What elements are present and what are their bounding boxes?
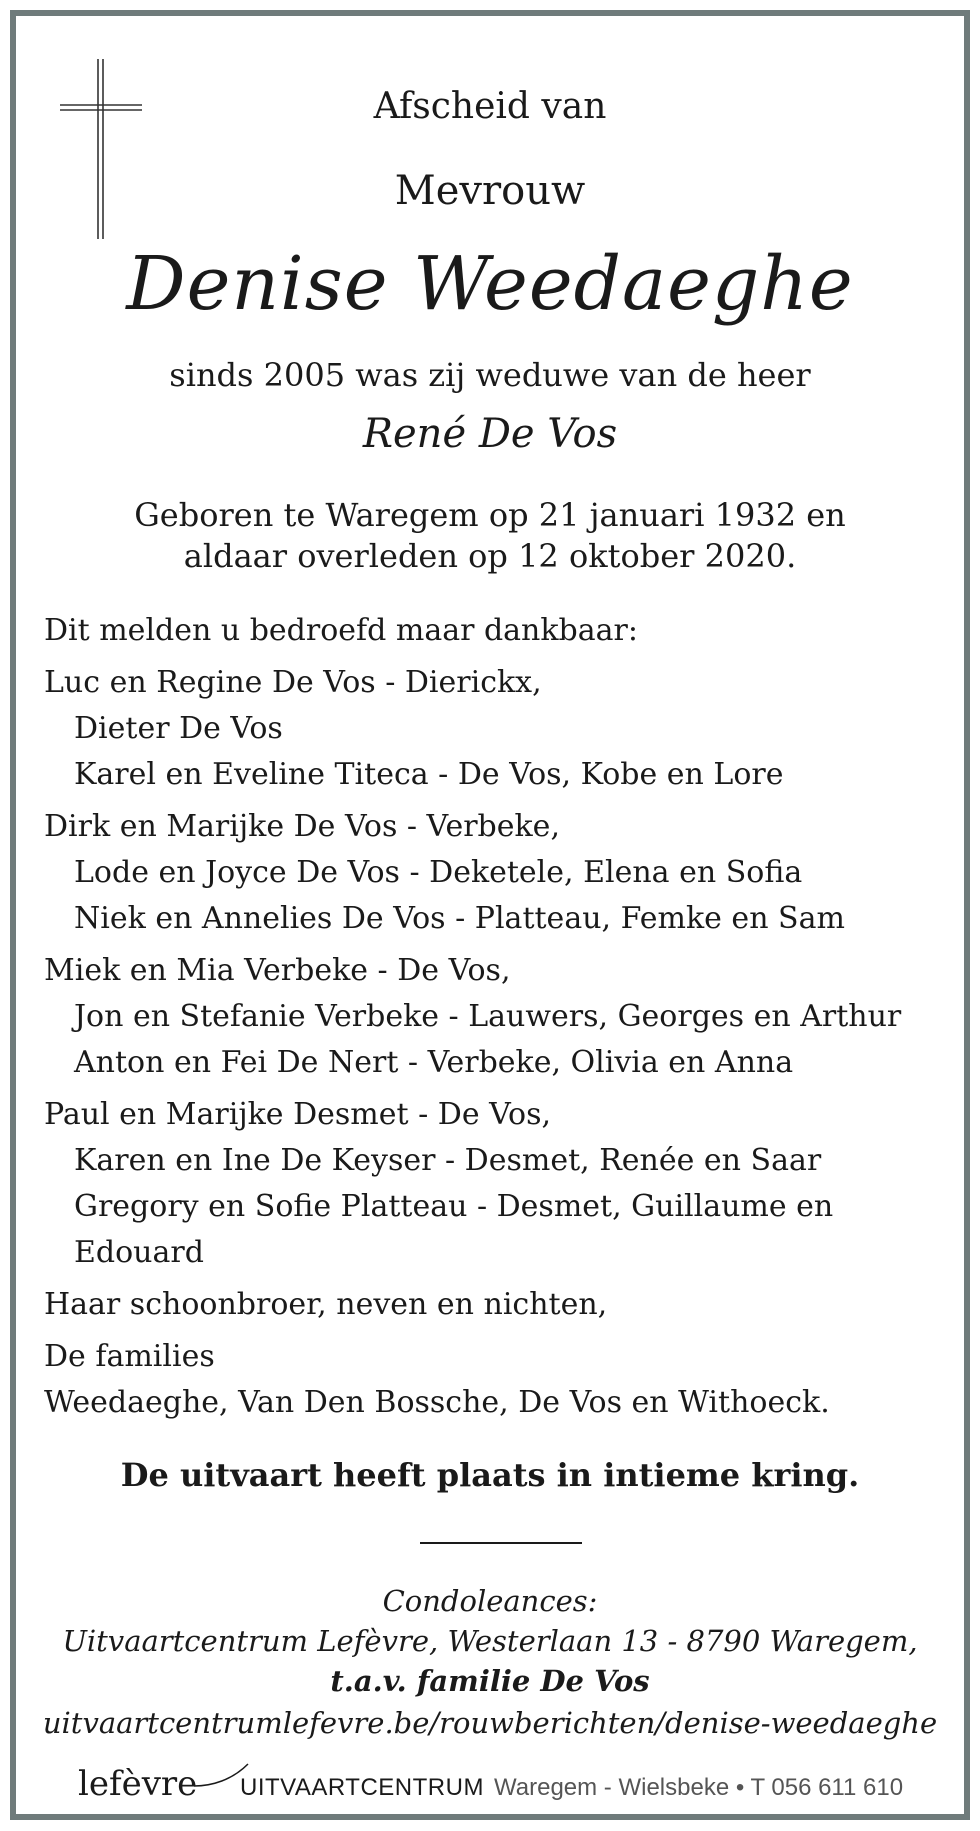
family-sub: Anton en Fei De Nert - Verbeke, Olivia en Anna [74, 1045, 794, 1080]
family-sub: Jon en Stefanie Verbeke - Lauwers, Georges en Arthur [74, 999, 902, 1034]
deceased-name: Denise Weedaeghe [126, 241, 854, 327]
family-group [44, 804, 954, 942]
condolences-label: Condoleances: [382, 1584, 598, 1618]
divider-line [420, 1542, 582, 1544]
title-line: Mevrouw [394, 168, 586, 214]
family-sub: Niek en Annelies De Vos - Platteau, Femke en Sam [74, 901, 845, 936]
family-list [44, 608, 954, 1426]
farewell-line: Afscheid van [373, 86, 607, 127]
family-main: Luc en Regine De Vos - Dierickx, [44, 665, 542, 700]
birth-line-2: aldaar overleden op 12 oktober 2020. [183, 537, 797, 575]
announcement-line: Dit melden u bedroefd maar dankbaar: [44, 613, 638, 648]
families-names: Weedaeghe, Van Den Bossche, De Vos en Withoeck. [44, 1385, 830, 1420]
family-main: Miek en Mia Verbeke - De Vos, [44, 953, 511, 988]
contact-info: Waregem - Wielsbeke • T 056 611 610 [494, 1774, 904, 1801]
family-group [44, 1092, 954, 1276]
family-group [44, 660, 954, 798]
condolences-url[interactable]: uitvaartcentrumlefevre.be/rouwberichten/denise-weedaeghe [42, 1706, 938, 1740]
families-label: De families [44, 1339, 215, 1374]
footer [64, 1764, 964, 1808]
family-sub: Gregory en Sofie Platteau - Desmet, Guillaume en Edouard [74, 1189, 834, 1270]
family-main: Paul en Marijke Desmet - De Vos, [44, 1097, 552, 1132]
family-sub: Lode en Joyce De Vos - Deketele, Elena en Sofia [74, 855, 803, 890]
family-sub: Dieter De Vos [74, 711, 283, 746]
logo-subtitle: UITVAARTCENTRUM [240, 1774, 484, 1801]
spouse-name: René De Vos [362, 411, 618, 457]
obituary-frame [10, 10, 970, 1820]
family-group [44, 948, 954, 1086]
condolences-attention: t.a.v. familie De Vos [330, 1664, 650, 1698]
relatives-line: Haar schoonbroer, neven en nichten, [44, 1287, 608, 1322]
family-sub: Karen en Ine De Keyser - Desmet, Renée en Saar [74, 1143, 822, 1178]
funeral-notice: De uitvaart heeft plaats in intieme kring. [120, 1456, 860, 1494]
widow-line: sinds 2005 was zij weduwe van de heer [169, 356, 811, 394]
family-main: Dirk en Marijke De Vos - Verbeke, [44, 809, 560, 844]
condolences-address: Uitvaartcentrum Lefèvre, Westerlaan 13 - 8790 Waregem, [62, 1624, 918, 1658]
family-sub: Karel en Eveline Titeca - De Vos, Kobe en Lore [74, 757, 784, 792]
birth-line-1: Geboren te Waregem op 21 januari 1932 en [134, 496, 846, 534]
logo-wordmark: lefèvre [78, 1764, 198, 1804]
